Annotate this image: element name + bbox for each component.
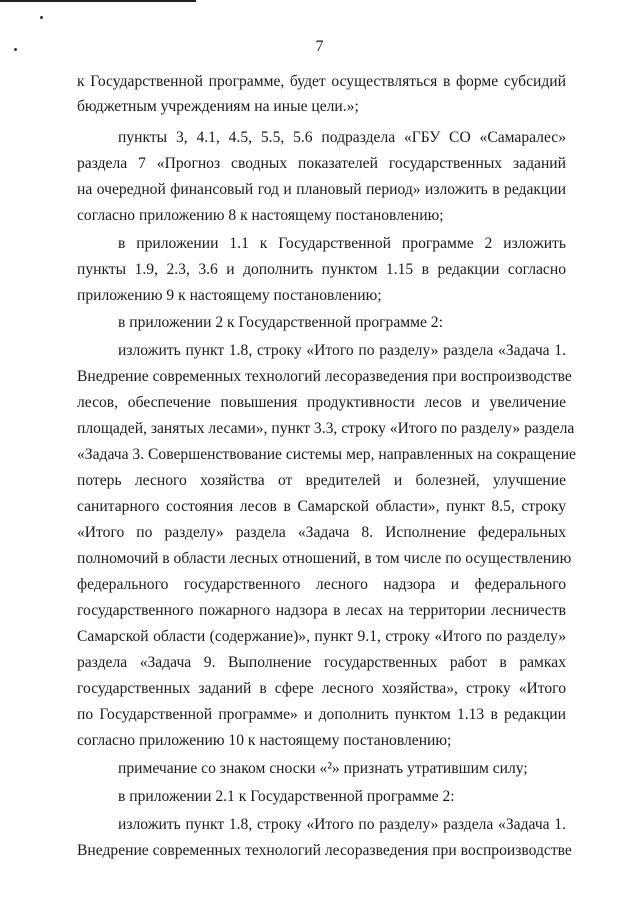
text-line: пункты 1.9, 2.3, 3.6 и дополнить пунктом 1.15 в редакции согласно <box>77 261 566 278</box>
text-line: бюджетным учреждениям на иные цели.»; <box>77 98 359 115</box>
text-line: пункты 3, 4.1, 4.5, 5.5, 5.6 подраздела «ГБУ СО «Самаралес» <box>118 129 566 146</box>
top-edge-rule <box>0 0 196 2</box>
text-line: Самарской области (содержание)», пункт 9.1, строку «Итого по разделу» <box>77 628 566 645</box>
text-line: в приложении 1.1 к Государственной программе 2 изложить <box>118 235 566 252</box>
text-line: по Государственной программе» и дополнить пунктом 1.13 в редакции <box>77 706 566 723</box>
text-line: федерального государственного лесного надзора и федерального <box>77 576 566 593</box>
text-line: в приложении 2.1 к Государственной программе 2: <box>118 788 455 805</box>
text-line: согласно приложению 10 к настоящему постановлению; <box>77 732 452 749</box>
text-line: к Государственной программе, будет осуществляться в форме субсидий <box>77 73 566 90</box>
text-line: Внедрение современных технологий лесоразведения при воспроизводстве <box>77 368 572 385</box>
text-line: полномочий в области лесных отношений, в том числе по осуществлению <box>77 550 572 567</box>
text-line: потерь лесного хозяйства от вредителей и болезней, улучшение <box>77 472 566 489</box>
page-number: 7 <box>315 38 324 55</box>
text-line: «Итого по разделу» раздела «Задача 8. Исполнение федеральных <box>77 524 566 541</box>
text-line: «Задача 3. Совершенствование системы мер, направленных на сокращение <box>77 446 576 463</box>
text-line: санитарного состояния лесов в Самарской области», пункт 8.5, строку <box>77 498 566 515</box>
text-line: изложить пункт 1.8, строку «Итого по разделу» раздела «Задача 1. <box>118 816 566 833</box>
text-line: на очередной финансовый год и плановый период» изложить в редакции <box>77 181 566 198</box>
text-line: приложению 9 к настоящему постановлению; <box>77 287 382 304</box>
text-line: в приложении 2 к Государственной программе 2: <box>118 314 443 331</box>
text-line: согласно приложению 8 к настоящему постановлению; <box>77 207 444 224</box>
text-line: примечание со знаком сноски «²» признать утратившим силу; <box>118 760 528 777</box>
text-line: Внедрение современных технологий лесоразведения при воспроизводстве <box>77 842 572 859</box>
text-line: государственных заданий в сфере лесного хозяйства», строку «Итого <box>77 680 566 697</box>
text-line: раздела 7 «Прогноз сводных показателей государственных заданий <box>77 155 566 172</box>
text-line: площадей, занятых лесами», пункт 3.3, строку «Итого по разделу» раздела <box>77 420 575 437</box>
text-line: государственного пожарного надзора в лесах на территории лесничеств <box>77 602 566 619</box>
text-line: изложить пункт 1.8, строку «Итого по разделу» раздела «Задача 1. <box>118 342 566 359</box>
text-line: раздела «Задача 9. Выполнение государственных работ в рамках <box>77 654 566 671</box>
scan-speck <box>40 16 43 19</box>
text-line: лесов, обеспечение повышения продуктивности лесов и увеличение <box>77 394 566 411</box>
